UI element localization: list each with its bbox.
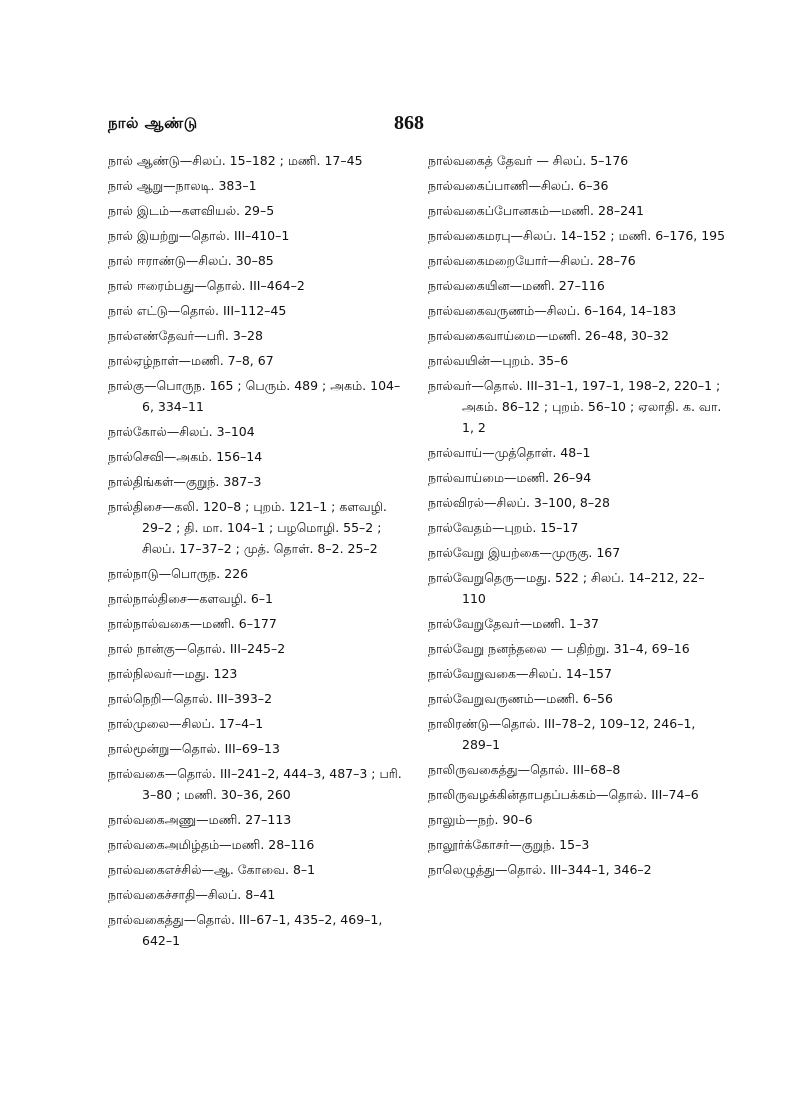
- index-entry: நால்மூன்று—தொல். III–69–13: [108, 741, 280, 756]
- index-entry: நால்வேறுவகை—சிலப். 14–157: [428, 666, 612, 681]
- index-entry: நால்கோல்—சிலப். 3–104: [108, 424, 255, 439]
- index-entry: நால்வகைத்து—தொல். III–67–1, 435–2, 469–1, 642–1: [108, 912, 383, 948]
- running-header: நால் ஆண்டு: [108, 114, 198, 132]
- index-entry: நால்நாடு—பொருந. 226: [108, 566, 249, 581]
- index-entry: நால்திங்கள்—குறுந். 387–3: [108, 474, 262, 489]
- left-index-column: [108, 150, 408, 955]
- index-entry: நால்வகைப்போனகம்—மணி. 28–241: [428, 203, 645, 218]
- index-entry: நால்வேறுவருணம்—மணி. 6–56: [428, 691, 613, 706]
- index-entry: நால் ஈராண்டு—சிலப். 30–85: [108, 253, 274, 268]
- index-entry: நால்வேறுதெரு—மது. 522 ; சிலப். 14–212, 22–110: [428, 570, 705, 606]
- index-entry: நால்வகைஎச்சில்—ஆ. கோவை. 8–1: [108, 862, 316, 877]
- right-index-column: [428, 150, 728, 884]
- index-entry: நால்வேதம்—புறம். 15–17: [428, 520, 579, 535]
- index-entry: நால்வாய்—முத்தொள். 48–1: [428, 445, 591, 460]
- index-entry: நால்எண்தேவர்—பரி. 3–28: [108, 328, 263, 343]
- index-entry: நால் இயற்று—தொல். III–410–1: [108, 228, 290, 243]
- index-entry: நால் ஆறு—நாலடி. 383–1: [108, 178, 257, 193]
- index-entry: நால்நெறி—தொல். III–393–2: [108, 691, 273, 706]
- index-entry: நால்நிலவர்—மது. 123: [108, 666, 238, 681]
- index-entry: நால்கு—பொருந. 165 ; பெரும். 489 ; அகம். 104–6, 334–11: [108, 378, 401, 414]
- index-entry: நால்வகைமறையோர்—சிலப். 28–76: [428, 253, 636, 268]
- index-entry: நால்நால்வகை—மணி. 6–177: [108, 616, 277, 631]
- index-entry: நால்செவி—அகம். 156–14: [108, 449, 263, 464]
- index-entry: நால்வயின்—புறம். 35–6: [428, 353, 569, 368]
- index-entry: நாலிருவகைத்து—தொல். III–68–8: [428, 762, 621, 777]
- index-entry: நாலிரண்டு—தொல். III–78–2, 109–12, 246–1, 289–1: [428, 716, 696, 752]
- index-entry: நால்வகைமரபு—சிலப். 14–152 ; மணி. 6–176, 195: [428, 228, 726, 243]
- index-entry: நால்வகை—தொல். III–241–2, 444–3, 487–3 ; பரி. 3–80 ; மணி. 30–36, 260: [108, 766, 402, 802]
- index-entry: நால்வகைஅமிழ்தம்—மணி. 28–116: [108, 837, 315, 852]
- index-entry: நால் எட்டு—தொல். III–112–45: [108, 303, 287, 318]
- index-entry: நால்முலை—சிலப். 17–4–1: [108, 716, 264, 731]
- index-entry: நாலிருவழக்கின்தாபதப்பக்கம்—தொல். III–74–6: [428, 787, 699, 802]
- index-entry: நால்வாய்மை—மணி. 26–94: [428, 470, 592, 485]
- index-entry: நால்வேறு இயற்கை—முருகு. 167: [428, 545, 621, 560]
- index-entry: நாலூர்க்கோசர்—குறுந். 15–3: [428, 837, 590, 852]
- index-entry: நால்வகைச்சாதி—சிலப். 8–41: [108, 887, 276, 902]
- index-entry: நால்வேறுதேவர்—மணி. 1–37: [428, 616, 599, 631]
- index-entry: நால்ஏழ்நாள்—மணி. 7–8, 67: [108, 353, 274, 368]
- index-entry: நால்திசை—கலி. 120–8 ; புறம். 121–1 ; களவழி. 29–2 ; தி. மா. 104–1 ; பழமொழி. 55–2 ; சிலப். 17–37–2 ; முத். தொள். 8–2. 25–2: [108, 499, 387, 556]
- index-entry: நால்வகைவாய்மை—மணி. 26–48, 30–32: [428, 328, 669, 343]
- page-number: 868: [394, 112, 424, 134]
- index-entry: நாலெழுத்து—தொல். III–344–1, 346–2: [428, 862, 652, 877]
- index-entry: நாலும்—நற். 90–6: [428, 812, 533, 827]
- index-entry: நால் இடம்—களவியல். 29–5: [108, 203, 275, 218]
- index-entry: நால்வகைஅணு—மணி. 27–113: [108, 812, 292, 827]
- index-entry: நால்விரல்—சிலப். 3–100, 8–28: [428, 495, 611, 510]
- index-entry: நால்வகையின—மணி. 27–116: [428, 278, 605, 293]
- index-entry: நால்வகைப்பாணி—சிலப். 6–36: [428, 178, 609, 193]
- index-entry: நால்வேறு நனந்தலை — பதிற்று. 31–4, 69–16: [428, 641, 690, 656]
- index-entry: நால்வர்—தொல். III–31–1, 197–1, 198–2, 220–1 ; அகம். 86–12 ; புறம். 56–10 ; ஏலாதி. க. வா. 1, 2: [428, 378, 722, 435]
- index-entry: நால்வகைவருணம்—சிலப். 6–164, 14–183: [428, 303, 677, 318]
- index-entry: நால் ஆண்டு—சிலப். 15–182 ; மணி. 17–45: [108, 153, 363, 168]
- index-entry: நால்வகைத் தேவர் — சிலப். 5–176: [428, 153, 629, 168]
- index-entry: நால் ஈரைம்பது—தொல். III–464–2: [108, 278, 305, 293]
- index-entry: நால்நால்திசை—களவழி. 6–1: [108, 591, 273, 606]
- index-entry: நால் நான்கு—தொல். III–245–2: [108, 641, 286, 656]
